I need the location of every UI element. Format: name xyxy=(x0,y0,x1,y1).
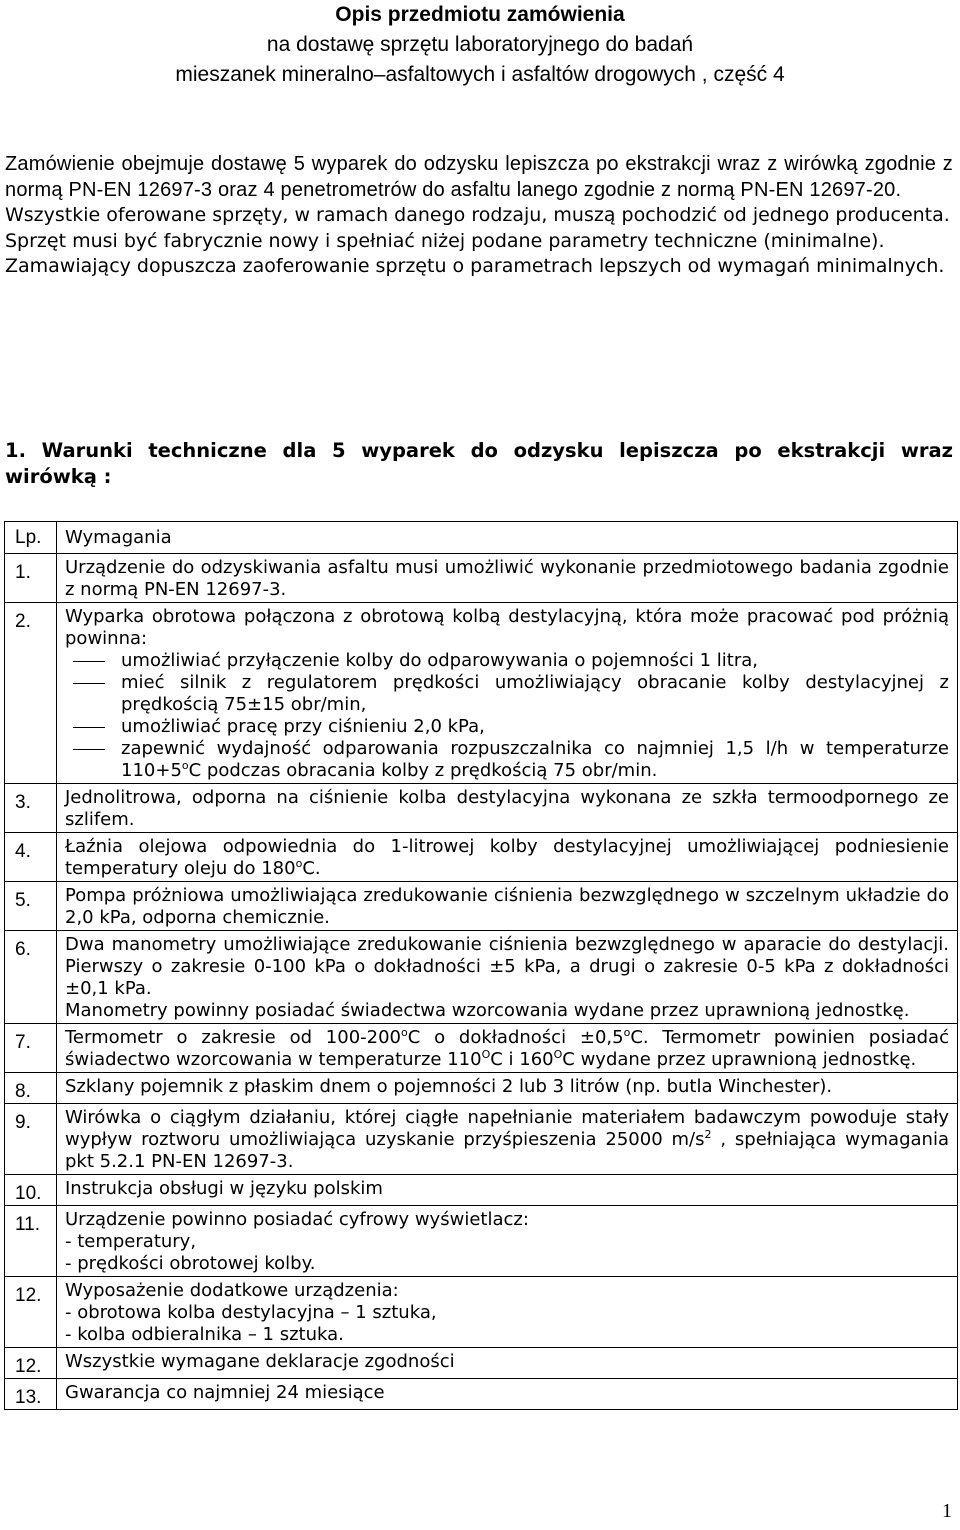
bullet-item xyxy=(65,716,949,738)
table-row xyxy=(5,931,958,1024)
text-part: Wirówka o ciągłym działaniu, której ciągłe napełnianie materiałem badawczym powoduje stały wypływ roztworu umożliwiająca uzyskanie przyśpieszenia 25000 m/s xyxy=(65,1107,949,1150)
row-number: 4. xyxy=(5,833,57,882)
text-part: C i 160 xyxy=(490,1049,554,1070)
superscript: O xyxy=(481,1048,491,1061)
row-intro: Wyparka obrotowa połączona z obrotową kolbą destylacyjną, która może pracować pod próżnią powinna: xyxy=(65,606,949,649)
intro-paragraph-new-equipment: Sprzęt musi być fabrycznie nowy i spełniać niżej podane parametry techniczne (minimalne). xyxy=(5,229,885,252)
document-subtitle-line-1: na dostawę sprzętu laboratoryjnego do badań xyxy=(266,33,694,56)
row-text xyxy=(57,1024,958,1073)
text-line: - prędkości obrotowej kolby. xyxy=(65,1253,316,1274)
table-row xyxy=(5,554,958,603)
text-part: zapewnić wydajność odparowania rozpuszczalnika co najmniej 1,5 l/h w temperaturze 110+5 xyxy=(121,738,949,781)
superscript: o xyxy=(295,857,303,870)
superscript: o xyxy=(401,1026,408,1039)
table-row xyxy=(5,1175,958,1206)
intro-section xyxy=(5,152,953,280)
header-requirements: Wymagania xyxy=(57,522,958,554)
bullet-item xyxy=(65,650,949,672)
dash-bullet xyxy=(73,749,105,750)
row-text xyxy=(57,603,958,784)
row-number: 2. xyxy=(5,603,57,784)
table-row xyxy=(5,1206,958,1277)
row-number: 12. xyxy=(5,1277,57,1348)
text-part: C. xyxy=(302,858,321,879)
row-text xyxy=(57,931,958,1024)
row-number: 3. xyxy=(5,784,57,833)
text-part: Dwa manometry umożliwiające zredukowanie ciśnienia bezwzględnego w aparacie do destylacji. Pierwszy o zakresie 0-100 kPa o dokładności ±5 kPa, a drugi o zakresie 0-5 kPa z dokładności ±0,1 kPa. xyxy=(65,934,949,999)
row-number: 5. xyxy=(5,882,57,931)
row-text xyxy=(57,1206,958,1277)
superscript: o xyxy=(181,759,189,772)
requirements-table xyxy=(4,521,958,1410)
text-part: Łaźnia olejowa odpowiednia do 1-litrowej kolby destylacyjnej umożliwiającej podniesienie temperatury oleju do 180 xyxy=(65,836,949,879)
row-number: 9. xyxy=(5,1104,57,1175)
table-row xyxy=(5,1379,958,1410)
table-row xyxy=(5,784,958,833)
document-title: Opis przedmiotu zamówienia xyxy=(335,3,625,26)
bullet-text xyxy=(121,738,949,782)
table-row xyxy=(5,1073,958,1104)
row-number: 6. xyxy=(5,931,57,1024)
page-number: 1 xyxy=(942,1500,952,1522)
row-number: 11. xyxy=(5,1206,57,1277)
row-number: 8. xyxy=(5,1073,57,1104)
text-line: - kolba odbieralnika – 1 sztuka. xyxy=(65,1324,344,1345)
table-row xyxy=(5,833,958,882)
table-row xyxy=(5,882,958,931)
text-line: Urządzenie powinno posiadać cyfrowy wyświetlacz: xyxy=(65,1209,529,1230)
dash-bullet xyxy=(73,661,105,662)
text-part: C o dokładności ±0,5 xyxy=(407,1027,624,1048)
dash-bullet xyxy=(73,683,105,684)
row-text: Szklany pojemnik z płaskim dnem o pojemności 2 lub 3 litrów (np. butla Winchester). xyxy=(57,1073,958,1104)
intro-paragraph-better-parameters: Zamawiający dopuszcza zaoferowanie sprzętu o parametrach lepszych od wymagań minimalnych. xyxy=(5,255,945,277)
row-text: Wszystkie wymagane deklaracje zgodności xyxy=(57,1348,958,1379)
row-number: 13. xyxy=(5,1379,57,1410)
text-part: C wydane przez uprawnioną jednostkę. xyxy=(562,1049,917,1070)
text-line: Wyposażenie dodatkowe urządzenia: xyxy=(65,1280,399,1301)
text-line: - obrotowa kolba destylacyjna – 1 sztuka, xyxy=(65,1302,437,1323)
text-part: , spełniająca wymagania pkt 5.2.1 PN-EN 12697-3. xyxy=(65,1129,949,1172)
row-text xyxy=(57,1277,958,1348)
document-subtitle-line-2: mieszanek mineralno–asfaltowych i asfaltów drogowych , część 4 xyxy=(175,63,785,86)
bullet-text: mieć silnik z regulatorem prędkości umożliwiający obracanie kolby destylacyjnej z prędkością 75±15 obr/min, xyxy=(121,672,949,715)
row-text: Gwarancja co najmniej 24 miesiące xyxy=(57,1379,958,1410)
superscript: o xyxy=(623,1026,631,1039)
row-number: 12. xyxy=(5,1348,57,1379)
row-text: Urządzenie do odzyskiwania asfaltu musi umożliwić wykonanie przedmiotowego badania zgodnie z normą PN-EN 12697-3. xyxy=(57,554,958,603)
bullet-item xyxy=(65,738,949,782)
text-part: Manometry powinny posiadać świadectwa wzorcowania wydane przez uprawnioną jednostkę. xyxy=(65,1000,910,1021)
header-lp: Lp. xyxy=(5,522,57,554)
row-number: 1. xyxy=(5,554,57,603)
intro-paragraph-producer: Wszystkie oferowane sprzęty, w ramach danego rodzaju, muszą pochodzić od jednego producenta. xyxy=(5,204,950,226)
table-header-row xyxy=(5,522,958,554)
row-number: 7. xyxy=(5,1024,57,1073)
text-line: - temperatury, xyxy=(65,1231,197,1252)
row-text: Instrukcja obsługi w języku polskim xyxy=(57,1175,958,1206)
table-row xyxy=(5,1277,958,1348)
row-text xyxy=(57,833,958,882)
superscript: 2 xyxy=(704,1128,712,1141)
table-row xyxy=(5,1104,958,1175)
text-part: C podczas obracania kolby z prędkością 75 obr/min. xyxy=(188,760,658,781)
row-number: 10. xyxy=(5,1175,57,1206)
table-row xyxy=(5,603,958,784)
section-1-title: 1. Warunki techniczne dla 5 wyparek do odzysku lepiszcza po ekstrakcji wraz wirówką : xyxy=(5,439,953,488)
row-text: Pompa próżniowa umożliwiająca zredukowanie ciśnienia bezwzględnego w szczelnym układzie do 2,0 kPa, odporna chemicznie. xyxy=(57,882,958,931)
row-text xyxy=(57,1104,958,1175)
row-text: Jednolitrowa, odporna na ciśnienie kolba destylacyjna wykonana ze szkła termoodpornego ze szlifem. xyxy=(57,784,958,833)
bullet-text: umożliwiać pracę przy ciśnieniu 2,0 kPa, xyxy=(121,716,485,737)
dash-bullet xyxy=(73,727,105,728)
text-part: Termometr o zakresie od 100-200 xyxy=(65,1027,402,1048)
table-row xyxy=(5,1024,958,1073)
bullet-text: umożliwiać przyłączenie kolby do odparowywania o pojemności 1 litra, xyxy=(121,650,759,671)
text-part: C. Termometr powinien posiadać świadectwo wzorcowania w temperaturze 110 xyxy=(65,1027,949,1070)
table-row xyxy=(5,1348,958,1379)
bullet-item xyxy=(65,672,949,716)
superscript: O xyxy=(553,1048,563,1061)
intro-paragraph-scope: Zamówienie obejmuje dostawę 5 wyparek do odzysku lepiszcza po ekstrakcji wraz z wirówką zgodnie z normą PN-EN 12697-3 oraz 4 penetrometrów do asfaltu lanego zgodnie z normą PN-EN 12697-20. xyxy=(5,153,953,201)
